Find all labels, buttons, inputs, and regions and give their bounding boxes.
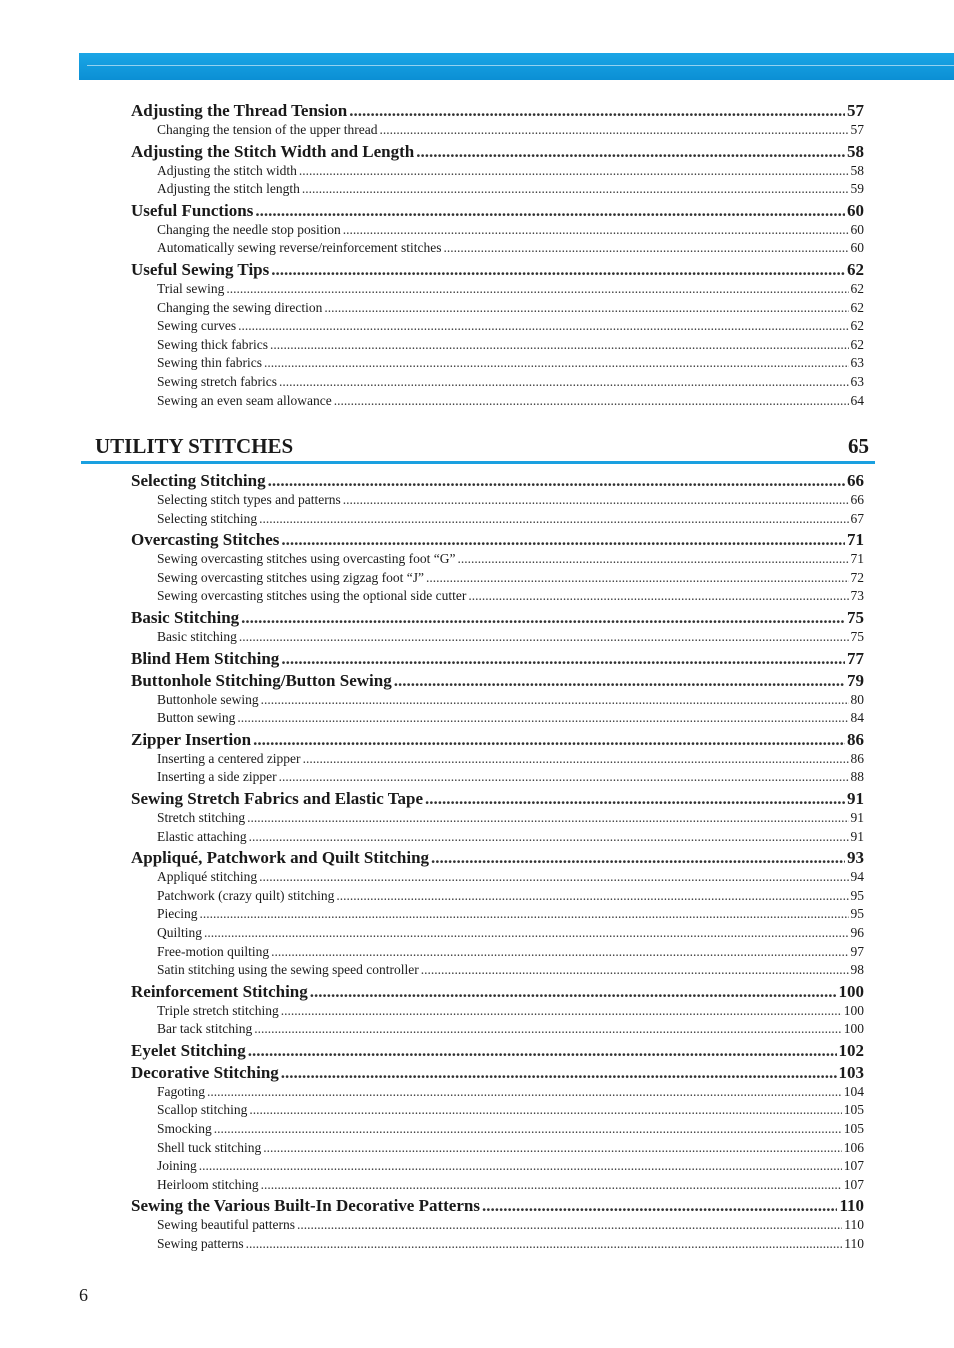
toc-entry-title: Useful Sewing Tips — [131, 259, 270, 279]
toc-entry-page: 62 — [850, 336, 864, 352]
toc-entry-page: 110 — [844, 1217, 864, 1233]
header-band — [79, 53, 954, 80]
toc-entry-page: 110 — [844, 1236, 864, 1252]
dot-leader — [302, 180, 849, 199]
toc-entry-title: Piecing — [157, 906, 198, 922]
toc-subentry[interactable] — [131, 491, 864, 510]
toc-entry-page: 62 — [850, 299, 864, 315]
toc-subentry[interactable] — [131, 162, 864, 181]
toc-subentry[interactable] — [131, 317, 864, 336]
toc-entry-title: Stretch stitching — [157, 809, 246, 825]
toc-entry-title: Smocking — [157, 1121, 212, 1137]
toc-entry-page: 58 — [847, 141, 864, 161]
dot-leader — [254, 1020, 842, 1039]
dot-leader — [425, 788, 845, 809]
dot-leader — [281, 1062, 837, 1083]
toc-entry-title: Selecting stitch types and patterns — [157, 492, 341, 507]
toc-subentry[interactable] — [131, 180, 864, 199]
toc-entry-title: Shell tuck stitching — [157, 1139, 262, 1155]
toc-list-part-1 — [131, 100, 864, 410]
toc-entry-title: Appliqué, Patchwork and Quilt Stitching — [131, 848, 430, 868]
toc-entry-title: Bar tack stitching — [157, 1021, 253, 1037]
toc-subentry[interactable] — [131, 1176, 864, 1195]
toc-entry-page: 107 — [843, 1158, 864, 1174]
page-number: 6 — [79, 1285, 88, 1305]
dot-leader — [200, 905, 849, 924]
dot-leader — [199, 1157, 842, 1176]
toc-entry-page: 75 — [850, 628, 864, 644]
toc-entry-title: Heirloom stitching — [157, 1176, 259, 1192]
dot-leader — [303, 750, 849, 769]
toc-subentry[interactable] — [131, 299, 864, 318]
dot-leader — [324, 299, 848, 318]
toc-entry[interactable] — [131, 1195, 864, 1216]
toc-entry[interactable] — [131, 847, 864, 868]
toc-entry-page: 100 — [843, 1021, 864, 1037]
toc-entry-title: Inserting a side zipper — [157, 769, 277, 785]
toc-subentry[interactable] — [131, 587, 864, 606]
toc-entry-title: Joining — [157, 1158, 197, 1174]
toc-entry-page: 59 — [850, 181, 864, 197]
toc-entry-page: 79 — [847, 670, 864, 690]
toc-subentry[interactable] — [131, 887, 864, 906]
toc-subentry[interactable] — [131, 943, 864, 962]
toc-entry-title: Selecting stitching — [157, 510, 258, 526]
toc-entry-title: Sewing beautiful patterns — [157, 1217, 295, 1233]
toc-entry-page: 71 — [847, 530, 864, 550]
toc-entry-title: Sewing thin fabrics — [157, 355, 262, 371]
toc-entry-title: Satin stitching using the sewing speed controller — [157, 962, 419, 978]
toc-entry-title: Buttonhole Stitching/Button Sewing — [131, 670, 392, 690]
toc-list-part-2 — [131, 470, 864, 1254]
toc-entry-title: Scallop stitching — [157, 1102, 248, 1118]
toc-subentry[interactable] — [131, 809, 864, 828]
dot-leader — [336, 887, 848, 906]
toc-entry[interactable] — [131, 729, 864, 750]
toc-subentry[interactable] — [131, 691, 864, 710]
header-band-line — [87, 65, 954, 66]
toc-entry[interactable] — [131, 607, 864, 628]
toc-entry-title: Adjusting the Stitch Width and Length — [131, 141, 415, 161]
toc-entry-page: 58 — [850, 162, 864, 178]
dot-leader — [468, 587, 848, 606]
toc-entry-page: 80 — [850, 691, 864, 707]
toc-entry-page: 106 — [843, 1139, 864, 1155]
toc-entry-page: 91 — [847, 788, 864, 808]
toc-subentry[interactable] — [131, 336, 864, 355]
toc-entry-title: Adjusting the Thread Tension — [131, 101, 348, 120]
toc-entry-page: 73 — [850, 588, 864, 604]
dot-leader — [299, 162, 849, 181]
dot-leader — [253, 729, 845, 750]
toc-entry-page: 62 — [847, 259, 864, 279]
toc-entry-page: 91 — [850, 828, 864, 844]
toc-entry-page: 95 — [850, 887, 864, 903]
toc-subentry[interactable] — [131, 510, 864, 529]
toc-entry-title: Triple stretch stitching — [157, 1002, 279, 1018]
toc-entry-title: Basic stitching — [157, 628, 237, 644]
toc-entry-page: 91 — [850, 809, 864, 825]
toc-entry-title: Basic Stitching — [131, 607, 240, 627]
dot-leader — [281, 648, 845, 669]
dot-leader — [238, 317, 848, 336]
toc-entry-title: Changing the tension of the upper thread — [157, 122, 378, 137]
dot-leader — [271, 259, 845, 280]
toc-entry-page: 64 — [850, 392, 864, 408]
toc-entry-title: Decorative Stitching — [131, 1062, 279, 1082]
toc-subentry[interactable] — [131, 550, 864, 569]
toc-entry-page: 67 — [850, 510, 864, 526]
toc-entry-title: Adjusting the stitch length — [157, 181, 300, 197]
toc-subentry[interactable] — [131, 828, 864, 847]
section-title: UTILITY STITCHES — [95, 434, 294, 458]
dot-leader — [239, 628, 849, 647]
toc-subentry[interactable] — [131, 1235, 864, 1254]
toc-entry-title: Sewing Stretch Fabrics and Elastic Tape — [131, 788, 424, 808]
dot-leader — [214, 1120, 842, 1139]
toc-entry-title: Free-motion quilting — [157, 943, 270, 959]
toc-subentry[interactable] — [131, 1216, 864, 1235]
toc-subentry[interactable] — [131, 1139, 864, 1158]
toc-entry-page: 110 — [839, 1196, 864, 1216]
toc-entry[interactable] — [131, 670, 864, 691]
toc-subentry[interactable] — [131, 392, 864, 411]
toc-subentry[interactable] — [131, 354, 864, 373]
toc-entry[interactable] — [131, 648, 864, 669]
toc-entry-title: Buttonhole sewing — [157, 691, 259, 707]
toc-entry-page: 71 — [850, 551, 864, 567]
toc-entry-page: 75 — [847, 607, 864, 627]
toc-entry-page: 105 — [843, 1102, 864, 1118]
toc-entry-title: Automatically sewing reverse/reinforcement stitches — [157, 240, 442, 256]
dot-leader — [416, 141, 845, 162]
toc-entry-title: Sewing the Various Built-In Decorative Patterns — [131, 1196, 480, 1216]
section-page: 65 — [848, 434, 869, 458]
toc-entry-page: 102 — [838, 1040, 864, 1060]
dot-leader — [343, 491, 849, 510]
toc-subentry[interactable] — [131, 1020, 864, 1039]
dot-leader — [271, 943, 848, 962]
toc-entry-title: Changing the needle stop position — [157, 221, 341, 237]
toc-entry-page: 86 — [847, 729, 864, 749]
dot-leader — [281, 1002, 842, 1021]
dot-leader — [263, 1139, 842, 1158]
dot-leader — [343, 221, 849, 240]
dot-leader — [249, 1101, 841, 1120]
toc-subentry[interactable] — [131, 121, 864, 140]
dot-leader — [241, 607, 845, 628]
toc-entry-title: Blind Hem Stitching — [131, 648, 280, 668]
toc-subentry[interactable] — [131, 868, 864, 887]
toc-entry-title: Changing the sewing direction — [157, 299, 323, 315]
toc-entry-page: 88 — [850, 769, 864, 785]
dot-leader — [297, 1216, 842, 1235]
toc-entry-title: Quilting — [157, 924, 203, 940]
toc-entry-page: 105 — [843, 1121, 864, 1137]
dot-leader — [226, 280, 848, 299]
toc-entry-title: Useful Functions — [131, 200, 254, 220]
toc-entry-title: Sewing overcasting stitches using the optional side cutter — [157, 588, 467, 604]
toc-entry-page: 100 — [843, 1002, 864, 1018]
dot-leader — [431, 847, 845, 868]
dot-leader — [270, 336, 849, 355]
dot-leader — [421, 961, 849, 980]
toc-subentry[interactable] — [131, 221, 864, 240]
toc-entry-title: Sewing an even seam allowance — [157, 392, 332, 408]
toc-entry-title: Fagoting — [157, 1083, 206, 1099]
toc-entry-title: Zipper Insertion — [131, 729, 252, 749]
toc-entry-page: 84 — [850, 710, 864, 726]
toc-subentry[interactable] — [131, 1101, 864, 1120]
toc-entry-page: 62 — [850, 280, 864, 296]
dot-leader — [237, 709, 848, 728]
dot-leader — [279, 768, 849, 787]
toc-entry-title: Appliqué stitching — [157, 869, 258, 885]
toc-entry-page: 66 — [847, 471, 864, 490]
toc-entry-page: 72 — [850, 569, 864, 585]
toc-entry[interactable] — [131, 141, 864, 162]
dot-leader — [246, 1235, 843, 1254]
toc-entry-page: 60 — [850, 221, 864, 237]
toc-entry-page: 98 — [850, 962, 864, 978]
toc-entry-title: Button sewing — [157, 710, 236, 726]
toc-subentry[interactable] — [131, 924, 864, 943]
dot-leader — [264, 354, 849, 373]
toc-subentry[interactable] — [131, 280, 864, 299]
toc-entry-title: Patchwork (crazy quilt) stitching — [157, 887, 335, 903]
toc-subentry[interactable] — [131, 1083, 864, 1102]
toc-entry-title: Reinforcement Stitching — [131, 981, 308, 1001]
toc-subentry[interactable] — [131, 961, 864, 980]
toc-entry[interactable] — [131, 1040, 864, 1061]
toc-entry[interactable] — [131, 788, 864, 809]
toc-entry-page: 86 — [850, 750, 864, 766]
dot-leader — [379, 121, 848, 140]
dot-leader — [204, 924, 848, 943]
dot-leader — [249, 828, 849, 847]
toc-entry-page: 94 — [850, 869, 864, 885]
toc-entry[interactable] — [131, 259, 864, 280]
dot-leader — [268, 470, 845, 491]
toc-entry-page: 95 — [850, 906, 864, 922]
toc-entry-title: Selecting Stitching — [131, 471, 266, 490]
dot-leader — [279, 373, 849, 392]
toc-subentry[interactable] — [131, 373, 864, 392]
toc-entry[interactable] — [131, 529, 864, 550]
toc-subentry[interactable] — [131, 569, 864, 588]
toc-entry-title: Eyelet Stitching — [131, 1040, 246, 1060]
dot-leader — [259, 868, 848, 887]
toc-entry-title: Trial sewing — [157, 280, 225, 296]
toc-entry-page: 77 — [847, 648, 864, 668]
toc-entry-title: Sewing stretch fabrics — [157, 373, 277, 389]
toc-entry-title: Sewing overcasting stitches using zigzag foot “J” — [157, 569, 424, 585]
toc-entry-page: 107 — [843, 1176, 864, 1192]
toc-subentry[interactable] — [131, 905, 864, 924]
dot-leader — [255, 200, 845, 221]
toc-entry-title: Sewing overcasting stitches using overcasting foot “G” — [157, 551, 456, 567]
dot-leader — [426, 569, 849, 588]
toc-entry[interactable] — [131, 470, 864, 491]
dot-leader — [207, 1083, 842, 1102]
toc-subentry[interactable] — [131, 1002, 864, 1021]
toc-entry-page: 62 — [850, 318, 864, 334]
toc-entry-page: 57 — [850, 122, 864, 137]
dot-leader — [444, 239, 849, 258]
toc-entry-page: 100 — [838, 981, 864, 1001]
toc-entry-page: 96 — [850, 924, 864, 940]
dot-leader — [261, 691, 849, 710]
toc-entry-page: 63 — [850, 355, 864, 371]
toc-subentry[interactable] — [131, 768, 864, 787]
toc-subentry[interactable] — [131, 239, 864, 258]
dot-leader — [349, 100, 845, 121]
dot-leader — [259, 510, 848, 529]
toc-entry-title: Sewing patterns — [157, 1236, 244, 1252]
dot-leader — [334, 392, 849, 411]
toc-entry-title: Sewing curves — [157, 318, 237, 334]
toc-subentry[interactable] — [131, 709, 864, 728]
toc-entry-page: 66 — [850, 492, 864, 507]
dot-leader — [482, 1195, 837, 1216]
toc-subentry[interactable] — [131, 750, 864, 769]
dot-leader — [261, 1176, 842, 1195]
dot-leader — [247, 809, 848, 828]
toc-entry-title: Elastic attaching — [157, 828, 247, 844]
toc-subentry[interactable] — [131, 1157, 864, 1176]
dot-leader — [281, 529, 845, 550]
toc-entry-page: 60 — [850, 240, 864, 256]
toc-entry-page: 93 — [847, 848, 864, 868]
toc-entry-page: 60 — [847, 200, 864, 220]
toc-entry[interactable] — [131, 981, 864, 1002]
dot-leader — [394, 670, 845, 691]
dot-leader — [248, 1040, 837, 1061]
toc-subentry[interactable] — [131, 1120, 864, 1139]
toc-entry-title: Adjusting the stitch width — [157, 162, 297, 178]
toc-subentry[interactable] — [131, 628, 864, 647]
toc-entry-title: Overcasting Stitches — [131, 530, 280, 550]
section-heading — [81, 432, 875, 464]
toc-entry[interactable] — [131, 1062, 864, 1083]
toc-entry-page: 97 — [850, 943, 864, 959]
toc-entry-title: Inserting a centered zipper — [157, 750, 301, 766]
toc-entry-title: Sewing thick fabrics — [157, 336, 268, 352]
toc-entry[interactable] — [131, 100, 864, 121]
toc-entry-page: 63 — [850, 373, 864, 389]
toc-entry-page: 104 — [843, 1083, 864, 1099]
toc-entry[interactable] — [131, 200, 864, 221]
dot-leader — [457, 550, 848, 569]
toc-entry-page: 57 — [847, 101, 864, 120]
dot-leader — [310, 981, 837, 1002]
toc-entry-page: 103 — [838, 1062, 864, 1082]
